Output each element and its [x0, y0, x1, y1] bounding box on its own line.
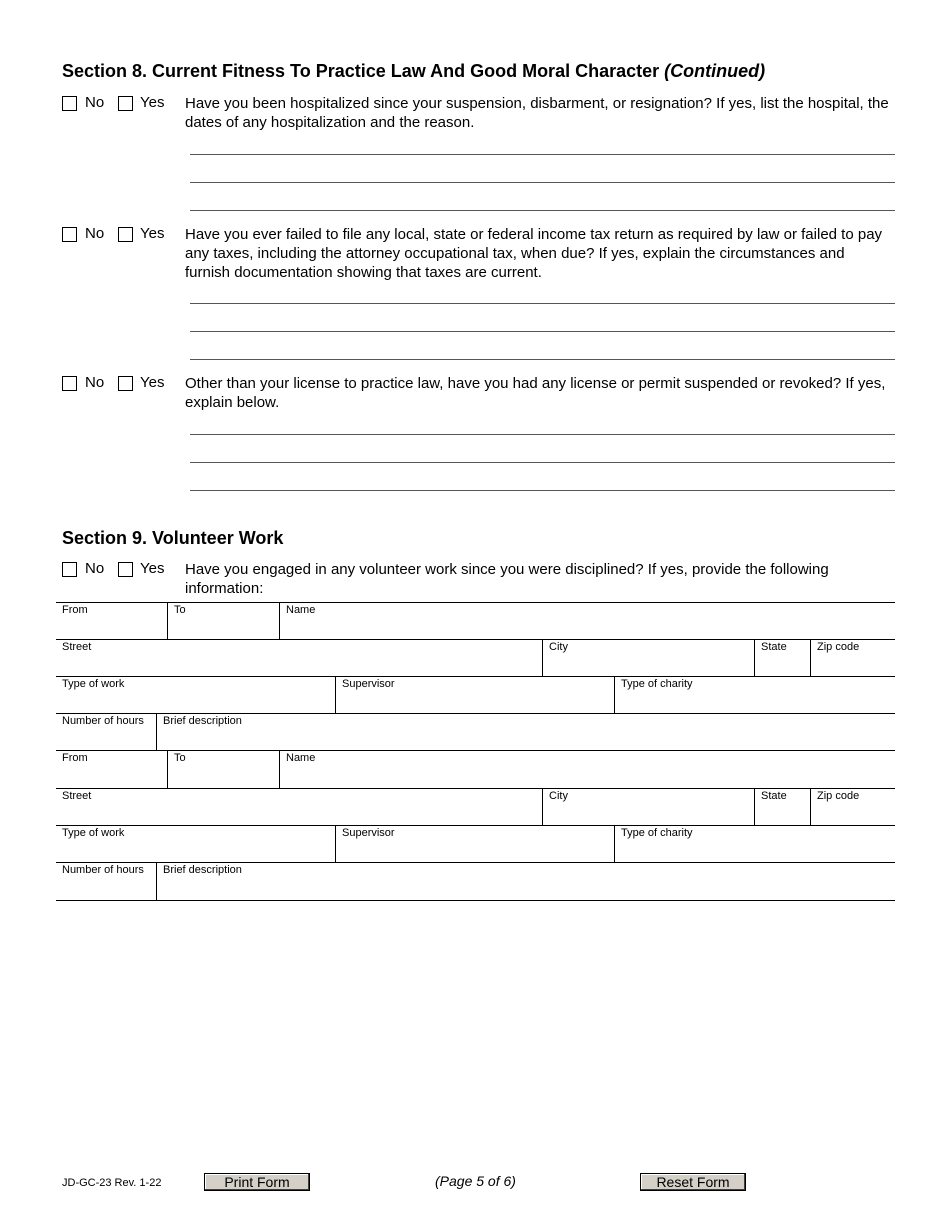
name-field[interactable]	[279, 750, 895, 788]
page-number: (Page 5 of 6)	[435, 1173, 516, 1189]
type-of-work-field[interactable]	[56, 825, 336, 862]
type-of-charity-label: Type of charity	[621, 827, 693, 839]
number-of-hours-label: Number of hours	[62, 715, 144, 727]
from-field[interactable]	[56, 602, 168, 639]
answer-line[interactable]	[190, 154, 895, 155]
section-9-title: Section 9. Volunteer Work	[62, 528, 284, 548]
question-license-revoked: Other than your license to practice law, have you had any license or permit suspended or revoked? If yes, explain below.	[185, 375, 886, 411]
state-field[interactable]	[754, 639, 811, 676]
form-id: JD-GC-23 Rev. 1-22	[62, 1177, 162, 1189]
street-label: Street	[62, 641, 92, 653]
q3-yes-checkbox[interactable]	[118, 376, 133, 391]
supervisor-field[interactable]	[335, 825, 615, 862]
q2-no-label: No	[85, 225, 105, 242]
street-label: Street	[62, 790, 92, 802]
from-label: From	[62, 604, 88, 616]
supervisor-label: Supervisor	[342, 827, 395, 839]
answer-line[interactable]	[190, 210, 895, 211]
reset-form-button[interactable]: Reset Form	[640, 1173, 746, 1191]
section-8-title: Section 8. Current Fitness To Practice Law And Good Moral Character (Continued)	[62, 61, 766, 81]
brief-description-label: Brief description	[163, 715, 242, 727]
to-field[interactable]	[167, 750, 280, 788]
type-of-work-field[interactable]	[56, 676, 336, 713]
to-label: To	[174, 752, 186, 764]
zip-code-field[interactable]	[810, 788, 895, 825]
answer-line[interactable]	[190, 462, 895, 463]
type-of-charity-label: Type of charity	[621, 678, 693, 690]
brief-description-field[interactable]	[156, 713, 895, 750]
answer-line[interactable]	[190, 490, 895, 491]
q1-yes-checkbox[interactable]	[118, 96, 133, 111]
state-label: State	[761, 790, 787, 802]
q1-no-label: No	[85, 94, 105, 111]
name-field[interactable]	[279, 602, 895, 639]
answer-line[interactable]	[190, 331, 895, 332]
street-field[interactable]	[56, 788, 543, 825]
answer-line[interactable]	[190, 434, 895, 435]
q3-no-checkbox[interactable]	[62, 376, 77, 391]
city-label: City	[549, 641, 568, 653]
to-label: To	[174, 604, 186, 616]
number-of-hours-field[interactable]	[56, 862, 157, 901]
q3-yes-label: Yes	[140, 374, 165, 391]
zip-code-label: Zip code	[817, 641, 860, 653]
q2-yes-checkbox[interactable]	[118, 227, 133, 242]
print-form-button[interactable]: Print Form	[204, 1173, 310, 1191]
city-field[interactable]	[542, 788, 755, 825]
type-of-charity-field[interactable]	[614, 825, 895, 862]
type-of-work-label: Type of work	[62, 827, 125, 839]
type-of-charity-field[interactable]	[614, 676, 895, 713]
q2-no-checkbox[interactable]	[62, 227, 77, 242]
question-hospitalized: Have you been hospitalized since your suspension, disbarment, or resignation? If yes, list the hospital, the dates of any hospitalization and the reason.	[185, 95, 889, 131]
question-volunteer-work: Have you engaged in any volunteer work since you were disciplined? If yes, provide the following information:	[185, 561, 829, 597]
answer-line[interactable]	[190, 303, 895, 304]
q4-no-checkbox[interactable]	[62, 562, 77, 577]
name-label: Name	[286, 604, 316, 616]
number-of-hours-label: Number of hours	[62, 864, 144, 876]
q4-no-label: No	[85, 560, 105, 577]
from-field[interactable]	[56, 750, 168, 788]
answer-line[interactable]	[190, 359, 895, 360]
state-field[interactable]	[754, 788, 811, 825]
supervisor-field[interactable]	[335, 676, 615, 713]
section-8-title-suffix: (Continued)	[664, 61, 766, 81]
street-field[interactable]	[56, 639, 543, 676]
zip-code-field[interactable]	[810, 639, 895, 676]
brief-description-field[interactable]	[156, 862, 895, 901]
state-label: State	[761, 641, 787, 653]
from-label: From	[62, 752, 88, 764]
city-field[interactable]	[542, 639, 755, 676]
q4-yes-checkbox[interactable]	[118, 562, 133, 577]
zip-code-label: Zip code	[817, 790, 860, 802]
q1-no-checkbox[interactable]	[62, 96, 77, 111]
q2-yes-label: Yes	[140, 225, 165, 242]
number-of-hours-field[interactable]	[56, 713, 157, 750]
type-of-work-label: Type of work	[62, 678, 125, 690]
city-label: City	[549, 790, 568, 802]
to-field[interactable]	[167, 602, 280, 639]
supervisor-label: Supervisor	[342, 678, 395, 690]
q3-no-label: No	[85, 374, 105, 391]
brief-description-label: Brief description	[163, 864, 242, 876]
answer-line[interactable]	[190, 182, 895, 183]
q4-yes-label: Yes	[140, 560, 165, 577]
question-taxes: Have you ever failed to file any local, state or federal income tax return as required by law or failed to pay any taxes, including the attorney occupational tax, when due? If yes, explain the circumstances and furnish documentation showing that taxes are current.	[185, 226, 883, 281]
name-label: Name	[286, 752, 316, 764]
q1-yes-label: Yes	[140, 94, 165, 111]
